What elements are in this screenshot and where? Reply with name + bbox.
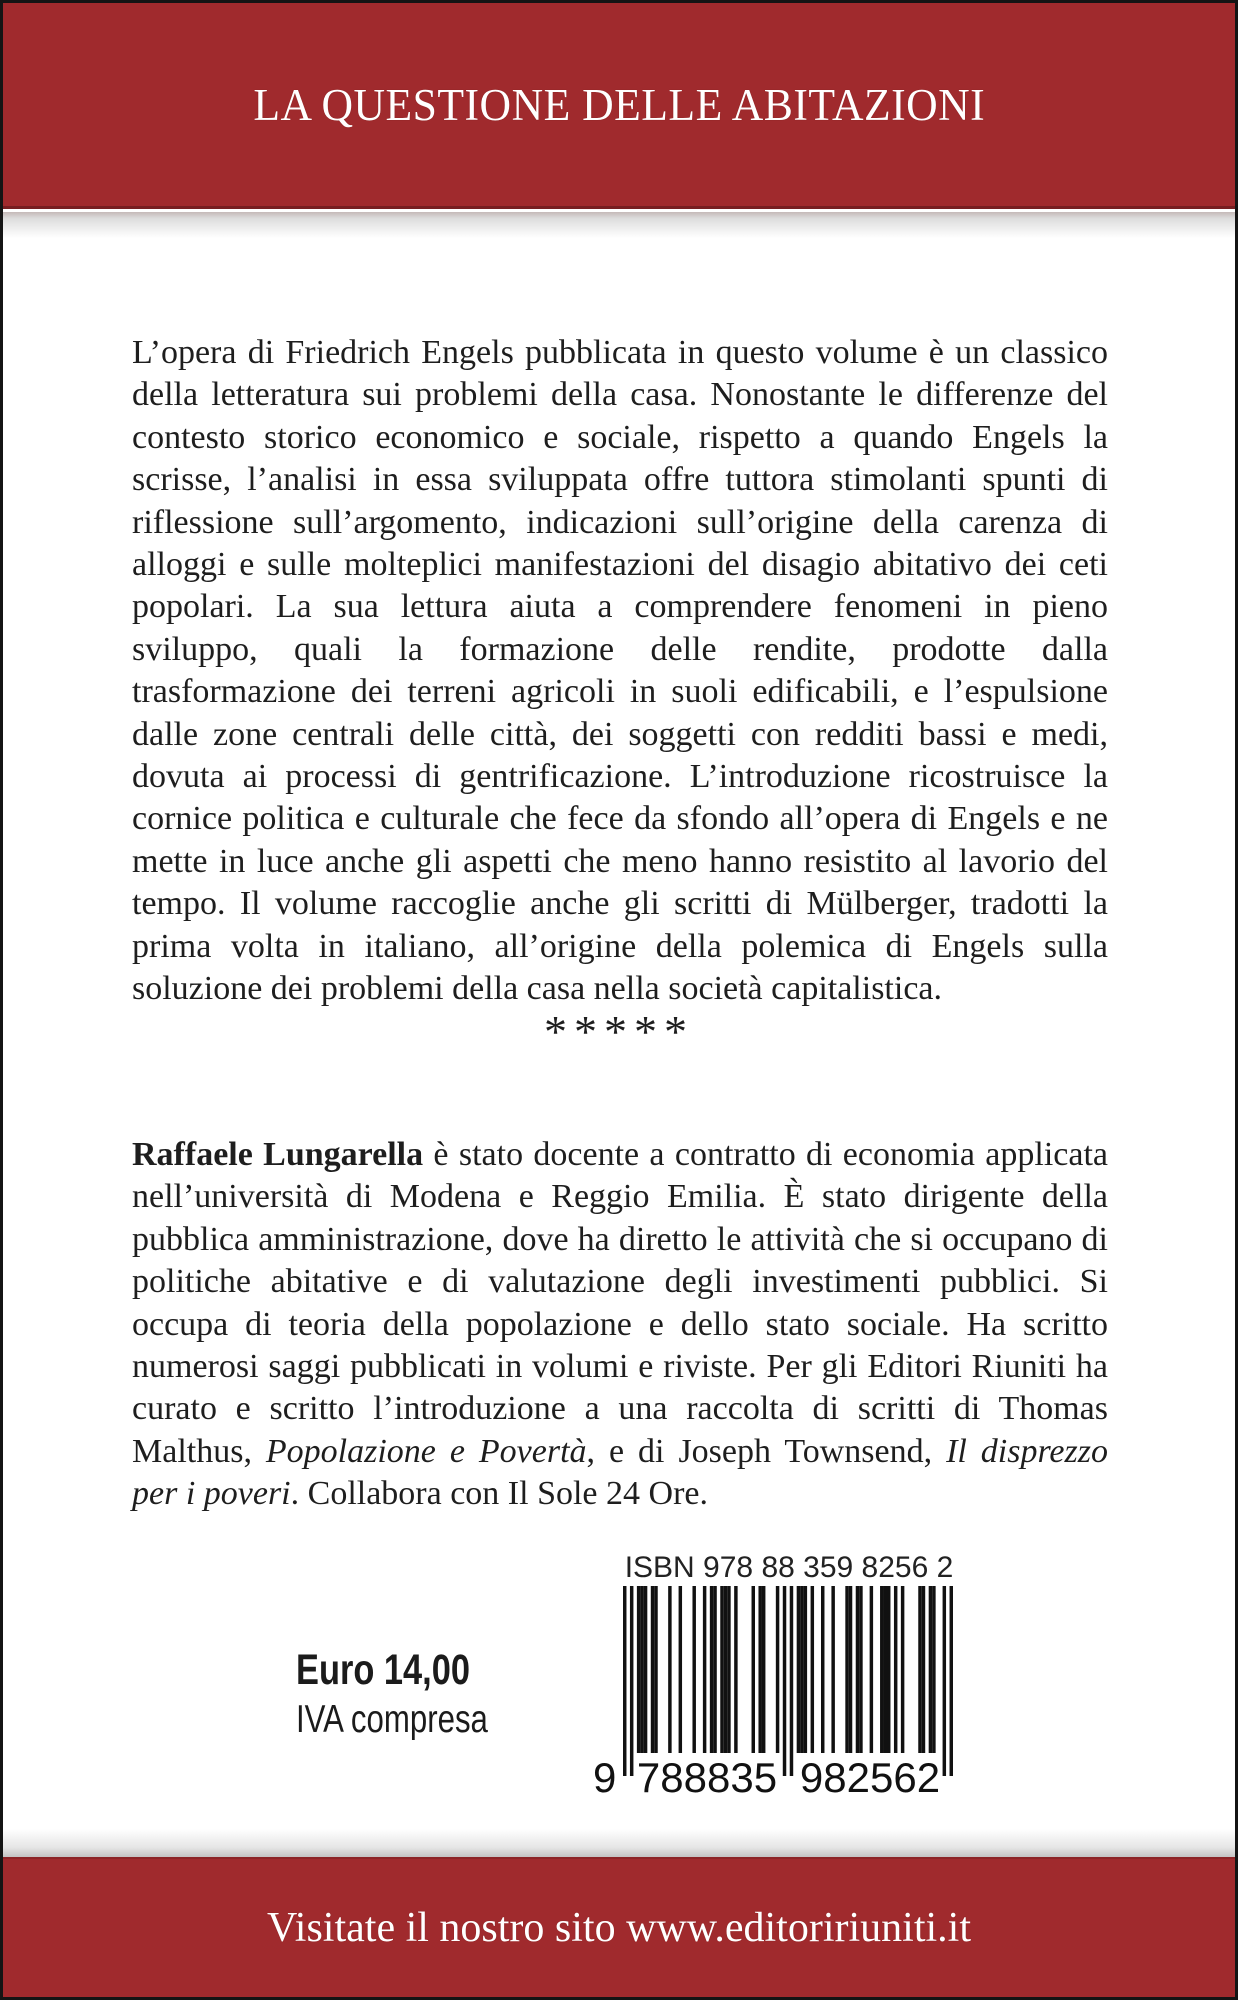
bottom-banner	[3, 1857, 1235, 1997]
website-banner-text: Visitate il nostro sito www.editoririuniti.it	[266, 1905, 972, 1951]
bio-work-title-2: Il disprezzo per i poveri	[132, 1432, 1108, 1513]
top-banner	[3, 3, 1235, 209]
barcode-digits-right: 982562	[799, 1754, 941, 1801]
ean13-barcode	[623, 1586, 953, 1776]
author-bio	[132, 1134, 1108, 1516]
bio-work-title-1: Popolazione e Povertà	[265, 1432, 587, 1470]
book-title: LA QUESTIONE DELLE ABITAZIONI	[253, 79, 985, 130]
author-name: Raffaele Lungarella	[132, 1136, 424, 1173]
description-paragraph: L’opera di Friedrich Engels pubblicata in questo volume è un classico della letteratura sui problemi della casa. Nonostante le differenze del contesto storico economico e sociale, rispetto a quando Engels la scrisse, l’analisi in essa sviluppata offre tuttora stimolanti spunti di riflessione sull’argomento, indicazioni sull’origine della carenza di alloggi e sulle molteplici manifestazioni del disagio abitativo dei ceti popolari. La sua lettura aiuta a comprendere fenomeni in pieno sviluppo, quali la formazione delle rendite, prodotte dalla trasformazione dei terreni agricoli in suoli edificabili, e l’espulsione dalle zone centrali delle città, dei soggetti con redditi bassi e medi, dovuta ai processi di gentrificazione. L’introduzione ricostruisce la cornice politica e culturale che fece da sfondo all’opera di Engels e ne mette in luce anche gli aspetti che meno hanno resistito al lavorio del tempo. Il volume raccoglie anche gli scritti di Mülberger, tradotti la prima volta in italiano, all’origine della polemica di Engels sulla soluzione dei problemi della casa nella società capitalistica.	[132, 334, 1108, 1008]
bio-text-3: . Collabora con Il Sole 24 Ore.	[290, 1475, 708, 1513]
price-block	[296, 1646, 536, 1742]
bottom-banner-shadow	[3, 1829, 1235, 1857]
isbn-label: ISBN 978 88 359 8256 2	[624, 1551, 954, 1584]
barcode-digits-left: 788835	[636, 1754, 778, 1801]
bio-text-1: è stato docente a contratto di economia applicata nell’università di Modena e Reggio Emilia. È stato dirigente della pubblica amministrazione, dove ha diretto le attività che si occupano di politiche abitative e di valutazione degli investimenti pubblici. Si occupa di teoria della popolazione e dello stato sociale. Ha scritto numerosi saggi pubblicati in volumi e riviste. Per gli Editori Riuniti ha curato e scritto l’introduzione a una raccolta di scritti di Thomas Malthus,	[132, 1136, 1108, 1470]
vat-note: IVA compresa	[296, 1698, 488, 1741]
bio-text-2: , e di Joseph Townsend,	[586, 1432, 947, 1470]
price-amount: Euro 14,00	[296, 1646, 470, 1694]
barcode-digit-first: 9	[593, 1754, 617, 1801]
separator-stars: *****	[544, 1006, 694, 1057]
top-banner-shadow	[3, 212, 1235, 238]
